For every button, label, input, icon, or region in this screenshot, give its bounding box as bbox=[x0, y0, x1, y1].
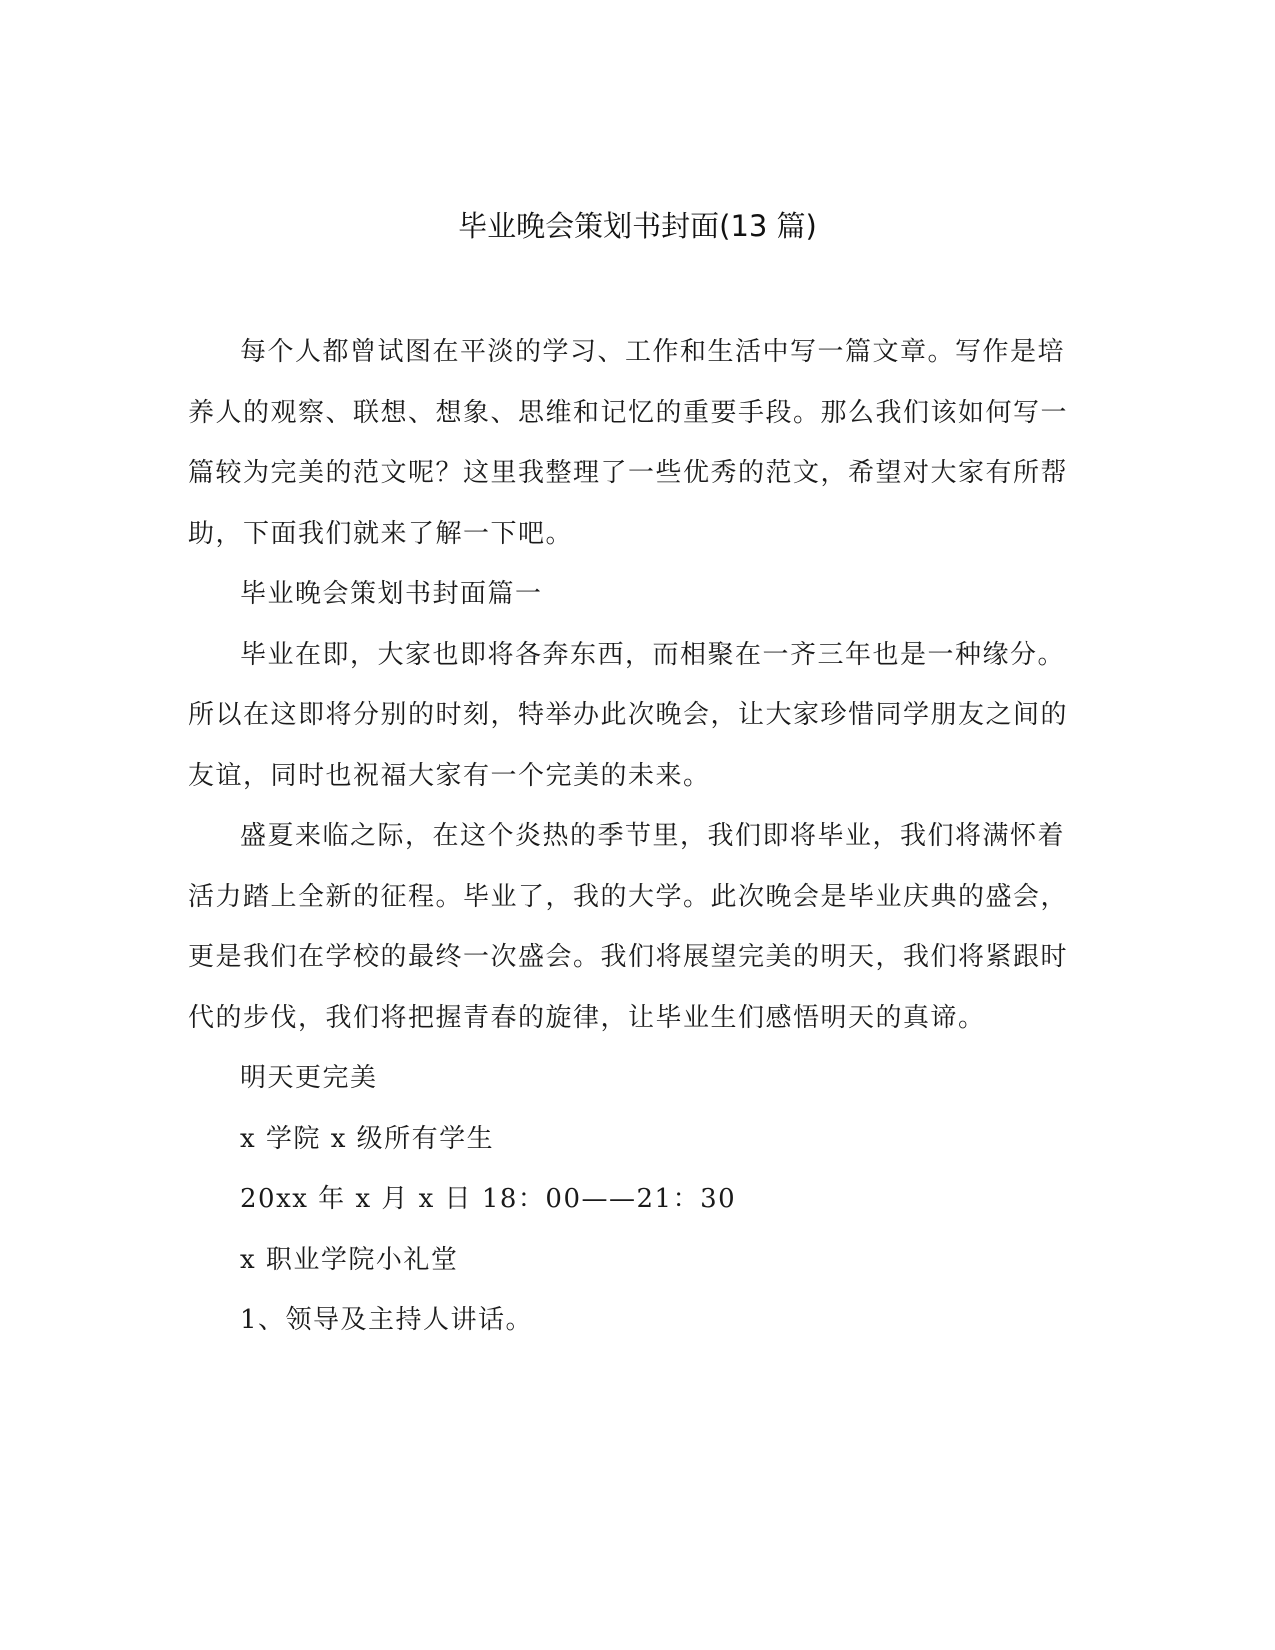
intro-paragraph: 每个人都曾试图在平淡的学习、工作和生活中写一篇文章。写作是培养人的观察、联想、想象、思维和记忆的重要手段。那么我们该如何写一篇较为完美的范文呢？这里我整理了一些优秀的范文，希望对大家有所帮助，下面我们就来了解一下吧。 bbox=[188, 337, 1069, 549]
document-body bbox=[188, 322, 1068, 1351]
venue-line: x 职业学院小礼堂 bbox=[240, 1244, 459, 1275]
participants-line: x 学院 x 级所有学生 bbox=[240, 1123, 495, 1154]
theme-line: 明天更完美 bbox=[240, 1063, 378, 1093]
document-title: 毕业晚会策划书封面(13 篇) bbox=[458, 209, 817, 243]
body-paragraph: 毕业在即，大家也即将各奔东西，而相聚在一齐三年也是一种缘分。所以在这即将分别的时刻，特举办此次晚会，让大家珍惜同学朋友之间的友谊，同时也祝福大家有一个完美的未来。 bbox=[188, 639, 1069, 791]
body-paragraph: 盛夏来临之际，在这个炎热的季节里，我们即将毕业，我们将满怀着活力踏上全新的征程。毕业了，我的大学。此次晚会是毕业庆典的盛会，更是我们在学校的最终一次盛会。我们将展望完美的明天，我们将紧跟时代的步伐，我们将把握青春的旋律，让毕业生们感悟明天的真谛。 bbox=[188, 821, 1069, 1033]
time-line: 20xx 年 x 月 x 日 18：00——21：30 bbox=[240, 1184, 737, 1214]
program-item: 1、领导及主持人讲话。 bbox=[240, 1305, 534, 1335]
section-heading: 毕业晚会策划书封面篇一 bbox=[240, 579, 543, 609]
